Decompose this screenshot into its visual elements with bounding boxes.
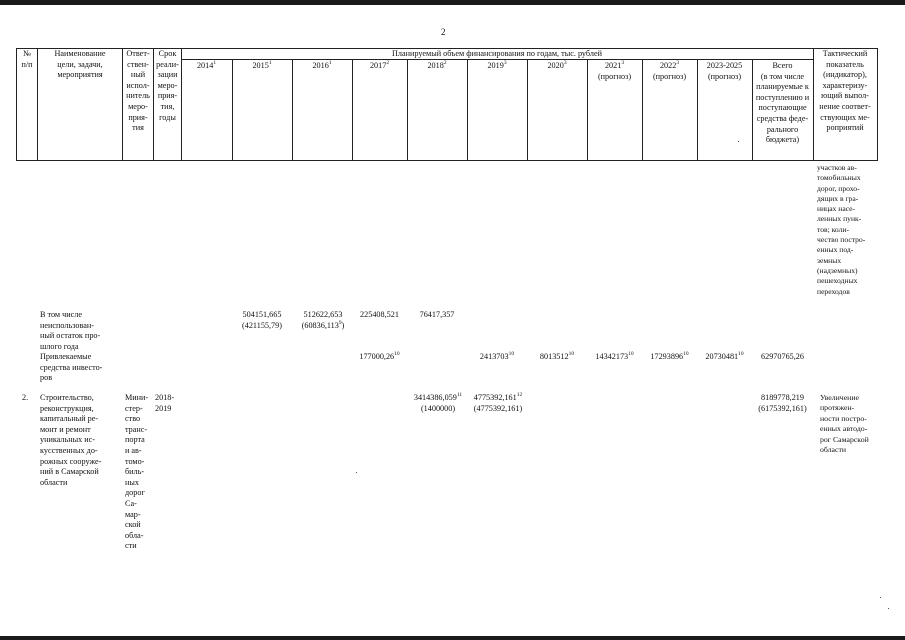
row2-num: 2. <box>22 393 29 402</box>
investors-2019: 2413703$^{10}$ <box>479 351 515 361</box>
investors-2023-2025: 20730481$^{10}$ <box>705 351 744 361</box>
unused-balance-2017: 225408,521 <box>360 310 399 319</box>
header-year-2020: 2020$^3$ <box>547 60 567 70</box>
scan-bottom-edge <box>0 636 905 640</box>
header-year-2014: 2014$^1$ <box>196 60 217 70</box>
grid-line <box>232 59 233 160</box>
grid-line <box>527 59 528 160</box>
scan-top-edge <box>0 0 905 5</box>
page-number: 2 <box>441 27 446 37</box>
scan-speck <box>888 608 889 609</box>
unused-balance-2015: 504151,665 (421155,79) <box>242 310 282 330</box>
header-funding-title: Планируемый объем финансирования по годам, тыс. рублей <box>392 49 602 58</box>
row2-total: 8189778,219 (6175392,161) <box>758 393 807 413</box>
investors-2020: 8013512$^{10}$ <box>539 351 575 361</box>
scan-speck <box>356 472 357 473</box>
unused-balance-2018: 76417,357 <box>419 310 455 319</box>
investors-label: Привлекаемые средства инвесто- ров <box>40 352 103 383</box>
unused-balance-label: В том числе неиспользован- ный остаток про- шлого года <box>40 310 101 351</box>
row2-2019: 4775392,161$^{12}$ (4775392,161) <box>473 392 523 413</box>
header-term: Срок реали- зации меро- прия- тия, годы <box>156 49 179 122</box>
grid-line <box>292 59 293 160</box>
investors-total: 62970765,26 <box>761 352 804 361</box>
header-indicator: Тактический показатель (индикатор), характеризу- ющий выпол- нение соответ- ствующих ме- роприятий <box>819 49 871 133</box>
investors-2017: 177000,26$^{10}$ <box>359 351 400 361</box>
header-year-2023-2025: 2023-2025 (прогноз) <box>706 61 743 81</box>
grid-line <box>16 160 878 161</box>
header-num: № п/п <box>21 49 33 69</box>
unused-balance-2016: 512622,653 (60836,113$^9$) <box>301 310 345 330</box>
grid-line <box>407 59 408 160</box>
grid-line <box>352 59 353 160</box>
scan-speck <box>880 597 881 598</box>
row2-term: 2018- 2019 <box>155 393 175 413</box>
row2-executor: Мини- стер- ство транс- порта и ав- томо- биль- ных дорог Са- мар- ской обла- сти <box>125 393 149 551</box>
continuation-indicator: участков ав- томобильных дорог, прохо- дящих в гра- ницах насе- ленных пунк- тов; коли- чество постро- енных под- земных (надземных) пешеходных переходов <box>817 163 866 296</box>
header-year-2017: 2017$^2$ <box>369 60 390 70</box>
header-name: Наименование цели, задачи, мероприятия <box>54 49 106 80</box>
scan-speck <box>738 141 739 142</box>
header-executor: Ответ- ствен- ный испол- нитель меро- прия- тия <box>126 49 150 133</box>
grid-line <box>467 59 468 160</box>
row2-2018: 3414386,059$^{11}$ (1400000) <box>413 392 463 413</box>
grid-line <box>877 48 878 160</box>
row2-indicator: Увеличение протяжен- ности постро- енных автодо- рог Самарской области <box>820 393 869 455</box>
header-year-2019: 2019$^3$ <box>487 60 507 70</box>
header-year-2015: 2015$^1$ <box>252 60 272 70</box>
header-year-2022: 2022$^3$ (прогноз) <box>652 60 687 81</box>
investors-2022: 17293896$^{10}$ <box>650 351 689 361</box>
header-year-2021: 2021$^3$ (прогноз) <box>597 60 632 81</box>
investors-2021: 14342173$^{10}$ <box>595 351 634 361</box>
header-year-2018: 2018$^2$ <box>427 60 447 70</box>
header-year-2016: 2016$^1$ <box>312 60 332 70</box>
header-total: Всего (в том числе планируемые к поступлению и поступающие средства феде- рального бюджета) <box>755 61 810 145</box>
row2-name: Строительство, реконструкция, капитальный ре- монт и ремонт уникальных ис- кусственных до- рожных сооруже- ний в Самарской области <box>40 393 102 487</box>
